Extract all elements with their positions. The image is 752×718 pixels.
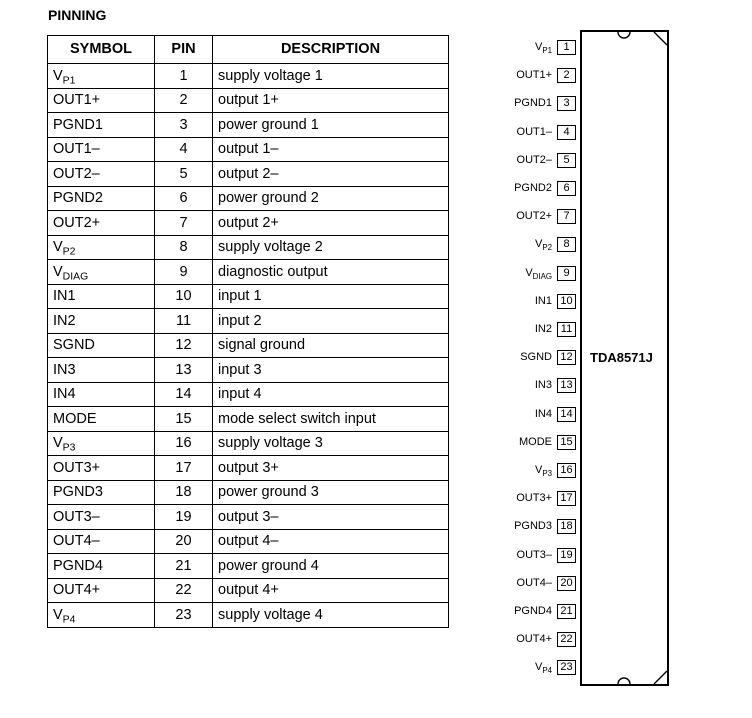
symbol-cell <box>48 358 155 383</box>
package-pin-label <box>535 295 552 307</box>
pin-cell: 17 <box>155 456 213 481</box>
symbol-cell <box>48 235 155 260</box>
description-cell: input 4 <box>213 382 449 407</box>
pin-cell: 3 <box>155 113 213 138</box>
description-cell: output 2– <box>213 162 449 187</box>
table-row <box>48 578 449 603</box>
table-row <box>48 431 449 456</box>
pin-cell: 19 <box>155 505 213 530</box>
symbol-cell <box>48 113 155 138</box>
symbol-text: V <box>53 67 63 84</box>
symbol-cell <box>48 431 155 456</box>
package-pin-symbol: OUT1+ <box>516 69 552 82</box>
table-row <box>48 554 449 579</box>
table-row <box>48 505 449 530</box>
package-pin-symbol: OUT3+ <box>516 492 552 505</box>
pin-cell: 8 <box>155 235 213 260</box>
pin-cell: 16 <box>155 431 213 456</box>
package-pin-number: 19 <box>557 548 576 563</box>
package-pin-symbol: PGND3 <box>514 520 552 533</box>
symbol-cell <box>48 456 155 481</box>
symbol-text: MODE <box>53 410 97 427</box>
package-pin-label <box>525 267 552 279</box>
package-pin-symbol: IN2 <box>534 323 552 335</box>
section-title: PINNING <box>48 7 107 23</box>
package-pin-number: 3 <box>557 96 576 111</box>
table-row <box>48 235 449 260</box>
package-pin-label <box>535 323 552 335</box>
package-pin-number: 22 <box>557 632 576 647</box>
package-pin-label <box>534 661 552 676</box>
symbol-cell <box>48 211 155 236</box>
package-pin-symbol: V <box>525 266 533 279</box>
package-pin-number: 4 <box>557 125 576 140</box>
package-pin-subscript: P3 <box>542 468 552 478</box>
table-row <box>48 407 449 432</box>
package-pin-number: 10 <box>557 294 576 309</box>
package-pin-label <box>517 549 552 561</box>
corner-bevel-top <box>654 32 667 45</box>
package-pin-label <box>535 408 552 420</box>
description-cell: output 3– <box>213 505 449 530</box>
description-cell: supply voltage 4 <box>213 603 449 628</box>
symbol-cell <box>48 333 155 358</box>
pin-cell: 2 <box>155 88 213 113</box>
package-pin-label <box>535 379 552 391</box>
description-cell: output 1+ <box>213 88 449 113</box>
description-cell: power ground 1 <box>213 113 449 138</box>
description-cell: output 3+ <box>213 456 449 481</box>
symbol-text: OUT3– <box>53 508 100 525</box>
package-pin-label <box>514 605 552 617</box>
symbol-text: V <box>53 263 63 280</box>
symbol-text: OUT2– <box>53 165 100 182</box>
table-row <box>48 162 449 187</box>
package-pin-number: 11 <box>557 322 576 337</box>
symbol-text: OUT2+ <box>53 214 101 231</box>
package-pin-symbol: V <box>534 661 543 674</box>
pin-cell: 22 <box>155 578 213 603</box>
pin-cell: 1 <box>155 64 213 89</box>
table-row <box>48 529 449 554</box>
package-pin-label <box>516 633 552 645</box>
symbol-text: V <box>53 606 63 623</box>
table-row <box>48 603 449 628</box>
package-pin-symbol: PGND1 <box>514 97 552 110</box>
package-pin-symbol: OUT3– <box>516 548 552 561</box>
pin-cell: 18 <box>155 480 213 505</box>
package-pin-number: 9 <box>557 266 576 281</box>
symbol-text: OUT1– <box>53 141 100 157</box>
pin-cell: 20 <box>155 529 213 554</box>
package-pin-label <box>516 492 552 504</box>
package-pin-symbol: V <box>534 238 543 251</box>
description-cell: power ground 3 <box>213 480 449 505</box>
symbol-cell <box>48 407 155 432</box>
symbol-cell <box>48 480 155 505</box>
symbol-text: IN1 <box>53 288 76 304</box>
symbol-text: OUT4+ <box>53 582 101 598</box>
table-row <box>48 284 449 309</box>
package-pin-number: 23 <box>557 660 576 675</box>
description-cell: supply voltage 1 <box>213 64 449 89</box>
description-cell: supply voltage 2 <box>213 235 449 260</box>
package-pin-label <box>516 69 552 81</box>
symbol-text: PGND2 <box>53 190 103 206</box>
pin-cell: 4 <box>155 137 213 162</box>
symbol-text: PGND1 <box>53 116 103 133</box>
description-cell: output 4+ <box>213 578 449 603</box>
pin-cell: 10 <box>155 284 213 309</box>
package-pin-number: 8 <box>557 237 576 252</box>
package-pin-symbol: IN4 <box>534 407 552 420</box>
symbol-cell <box>48 88 155 113</box>
package-pin-number: 1 <box>557 40 576 55</box>
package-pin-symbol: IN3 <box>534 379 552 392</box>
package-pin-label <box>514 97 552 109</box>
description-cell: signal ground <box>213 333 449 358</box>
symbol-subscript: P2 <box>62 246 76 258</box>
symbol-cell <box>48 260 155 285</box>
package-pin-label <box>517 154 552 166</box>
notch-top <box>618 32 630 38</box>
package-pin-subscript: P1 <box>542 45 552 55</box>
package-pin-symbol: V <box>534 41 543 53</box>
table-row <box>48 186 449 211</box>
package-pin-subscript: P4 <box>542 666 552 676</box>
symbol-cell <box>48 382 155 407</box>
corner-bevel-bottom <box>654 671 667 684</box>
package-pin-number: 17 <box>557 491 576 506</box>
symbol-text: V <box>53 239 63 255</box>
description-cell: output 1– <box>213 137 449 162</box>
table-row <box>48 113 449 138</box>
header-symbol: SYMBOL <box>48 36 155 64</box>
package-pin-number: 18 <box>557 519 576 534</box>
pin-cell: 23 <box>155 603 213 628</box>
description-cell: power ground 2 <box>213 186 449 211</box>
table-row <box>48 64 449 89</box>
symbol-text: V <box>53 435 63 451</box>
package-pin-label <box>516 210 552 222</box>
notch-bottom <box>618 678 630 684</box>
pin-cell: 7 <box>155 211 213 236</box>
package-pin-number: 6 <box>557 181 576 196</box>
package-pin-label <box>534 238 552 253</box>
chip-name: TDA8571J <box>590 350 653 365</box>
package-pin-subscript: DIAG <box>532 271 552 281</box>
header-description: DESCRIPTION <box>213 36 449 64</box>
description-cell: output 2+ <box>213 211 449 236</box>
description-cell: power ground 4 <box>213 554 449 579</box>
symbol-cell <box>48 603 155 628</box>
symbol-text: OUT1+ <box>53 92 101 108</box>
package-pin-label <box>520 351 552 363</box>
symbol-text: PGND3 <box>53 484 103 500</box>
package-pin-symbol: PGND2 <box>514 182 552 194</box>
package-pin-label <box>535 41 552 53</box>
table-row <box>48 211 449 236</box>
package-pin-label <box>519 436 552 448</box>
package-pin-number: 2 <box>557 68 576 83</box>
package-pin-symbol: PGND4 <box>514 605 552 617</box>
table-row <box>48 260 449 285</box>
pinning-table <box>47 35 449 628</box>
pin-cell: 9 <box>155 260 213 285</box>
symbol-cell <box>48 64 155 89</box>
table-row <box>48 137 449 162</box>
header-pin: PIN <box>155 36 213 64</box>
package-pin-symbol: OUT2– <box>516 153 552 166</box>
table-row <box>48 333 449 358</box>
description-cell: diagnostic output <box>213 260 449 285</box>
symbol-text: IN3 <box>53 361 76 378</box>
package-pin-label <box>517 577 552 589</box>
pin-cell: 11 <box>155 309 213 334</box>
symbol-cell <box>48 137 155 162</box>
package-pin-symbol: OUT2+ <box>516 210 552 223</box>
symbol-cell <box>48 284 155 309</box>
symbol-cell <box>48 505 155 530</box>
package-pin-number: 15 <box>557 435 576 450</box>
package-pin-label <box>514 520 552 532</box>
symbol-cell <box>48 554 155 579</box>
pin-cell: 15 <box>155 407 213 432</box>
package-pin-number: 21 <box>557 604 576 619</box>
symbol-text: OUT4– <box>53 533 100 549</box>
package-pin-label <box>517 126 552 138</box>
package-pin-symbol: SGND <box>520 351 552 364</box>
package-pin-label <box>535 464 552 476</box>
package-pin-number: 12 <box>557 350 576 365</box>
table-header-row <box>48 36 449 64</box>
package-pin-symbol: OUT1– <box>516 125 552 138</box>
package-pin-number: 16 <box>557 463 576 478</box>
symbol-cell <box>48 162 155 187</box>
symbol-subscript: P3 <box>62 442 76 454</box>
pin-cell: 5 <box>155 162 213 187</box>
table-row <box>48 88 449 113</box>
symbol-subscript: P1 <box>62 75 76 87</box>
package-pin-subscript: P2 <box>542 243 552 253</box>
table-row <box>48 358 449 383</box>
description-cell: input 2 <box>213 309 449 334</box>
symbol-subscript: P4 <box>62 614 76 626</box>
symbol-text: PGND4 <box>53 557 103 574</box>
table-row <box>48 382 449 407</box>
package-pin-symbol: IN1 <box>534 294 552 307</box>
symbol-text: OUT3+ <box>53 459 101 476</box>
description-cell: mode select switch input <box>213 407 449 432</box>
table-row <box>48 480 449 505</box>
description-cell: input 1 <box>213 284 449 309</box>
pin-cell: 12 <box>155 333 213 358</box>
description-cell: supply voltage 3 <box>213 431 449 456</box>
package-pin-label <box>514 182 552 194</box>
package-pin-symbol: OUT4+ <box>516 633 552 646</box>
symbol-cell <box>48 186 155 211</box>
package-pin-symbol: MODE <box>519 435 552 448</box>
symbol-cell <box>48 529 155 554</box>
package-pin-number: 14 <box>557 407 576 422</box>
package-pin-symbol: V <box>534 464 543 476</box>
package-pin-symbol: OUT4– <box>516 576 552 589</box>
table-row <box>48 456 449 481</box>
pin-diagram <box>500 30 680 690</box>
symbol-text: IN4 <box>53 386 76 402</box>
symbol-cell <box>48 309 155 334</box>
description-cell: output 4– <box>213 529 449 554</box>
package-pin-number: 7 <box>557 209 576 224</box>
pin-cell: 6 <box>155 186 213 211</box>
symbol-text: IN2 <box>53 312 76 329</box>
table-body <box>48 64 449 628</box>
package-pin-number: 13 <box>557 378 576 393</box>
description-cell: input 3 <box>213 358 449 383</box>
package-pin-number: 20 <box>557 576 576 591</box>
package-pin-number: 5 <box>557 153 576 168</box>
pin-cell: 21 <box>155 554 213 579</box>
pin-cell: 13 <box>155 358 213 383</box>
pin-cell: 14 <box>155 382 213 407</box>
symbol-subscript: DIAG <box>62 271 89 283</box>
symbol-text: SGND <box>53 337 95 353</box>
table-row <box>48 309 449 334</box>
symbol-cell <box>48 578 155 603</box>
